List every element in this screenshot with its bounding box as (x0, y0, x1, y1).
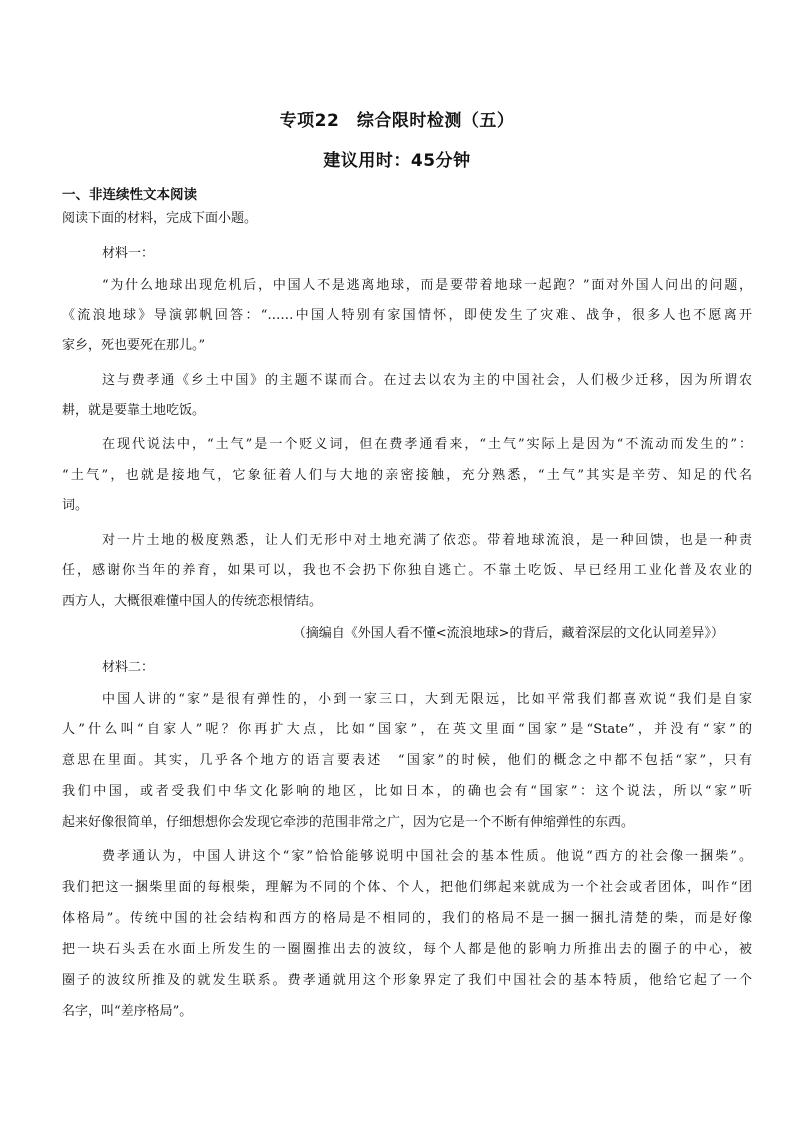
material1-line: “土气”，也就是接地气，它象征着人们与大地的亲密接触，充分熟悉，“土气”其实是辛劳、知足的代名 (62, 468, 752, 483)
material2-line: 我们把这一捆柴里面的每根柴，理解为不同的个体、个人，把他们绑起来就成为一个社会或者团体，叫作“团 (62, 880, 752, 895)
material1-line: 家乡，死也要死在那儿。” (62, 338, 206, 353)
material1-line: 耕，就是要靠土地吃饭。 (62, 403, 206, 418)
material2-line: 我们中国，或者受我们中华文化影响的地区，比如日本，的确也会有“国家”：这个说法，所以“家”听 (62, 784, 752, 799)
material2-label: 材料二： (102, 660, 155, 675)
material2-line: 体格局”。传统中国的社会结构和西方的格局是不相同的，我们的格局不是一捆一捆扎清楚的柴，而是好像 (62, 911, 752, 926)
material2-line: 圈子的波纹所推及的就发生联系。费孝通就用这个形象界定了我们中国社会的基本特质，他给它起了一个 (62, 973, 752, 988)
material2-line: 意思在里面。其实，几乎各个地方的语言要表述 “国家”的时候，他们的概念之中都不包括“家”，只有 (62, 753, 752, 768)
material2-line: 名字，叫“差序格局”。 (62, 1004, 193, 1019)
material1-line: “为什么地球出现危机后，中国人不是逃离地球，而是要带着地球一起跑？”面对外国人问出的问题， (102, 278, 752, 293)
material1-line: 词。 (62, 498, 89, 513)
material2-line: 人”什么叫“自家人”呢？你再扩大点，比如“国家”，在英文里面“国家”是“State”，并没有“家”的 (62, 722, 752, 737)
material1-line: 对一片土地的极度熟悉，让人们无形中对土地充满了依恋。带着地球流浪，是一种回馈，也是一种责 (102, 533, 752, 548)
material1-label: 材料一： (102, 246, 155, 261)
instruction-text: 阅读下面的材料，完成下面小题。 (62, 211, 258, 226)
material1-line: 《流浪地球》导演郭帆回答：“……中国人特别有家国情怀，即使发生了灾难、战争，很多人也不愿离开 (62, 308, 752, 323)
material1-line: 在现代说法中，“土气”是一个贬义词，但在费孝通看来，“土气”实际上是因为“不流动而发生的”： (102, 437, 752, 452)
page-subtitle: 建议用时：45分钟 (323, 151, 471, 171)
page-title: 专项22 综合限时检测（五） (279, 111, 515, 131)
material2-line: 中国人讲的“家”是很有弹性的，小到一家三口，大到无限远，比如平常我们都喜欢说“我们是自家 (102, 692, 752, 707)
material2-line: 把一块石头丢在水面上所发生的一圈圈推出去的波纹，每个人都是他的影响力所推出去的圈子的中心，被 (62, 942, 752, 957)
material1-line: 任，感谢你当年的养育，如果可以，我也不会扔下你独自逃亡。不靠土吃饭、早已经用工业化普及农业的 (62, 563, 752, 578)
section-heading: 一、非连续性文本阅读 (62, 187, 197, 203)
material1-line: 这与费孝通《乡土中国》的主题不谋而合。在过去以农为主的中国社会，人们极少迁移，因为所谓农 (102, 373, 752, 388)
material2-line: 起来好像很简单，仔细想想你会发现它牵涉的范围非常之广，因为它是一个不断有伸缩弹性的东西。 (62, 815, 635, 830)
material1-line: 西方人，大概很难懂中国人的传统恋根情结。 (62, 594, 323, 609)
material1-source: （摘编自《外国人看不懂<流浪地球>的背后，藏着深层的文化认同差异》） (292, 626, 724, 641)
material2-line: 费孝通认为，中国人讲这个“家”恰恰能够说明中国社会的基本性质。他说“西方的社会像一捆柴”。 (102, 849, 752, 864)
